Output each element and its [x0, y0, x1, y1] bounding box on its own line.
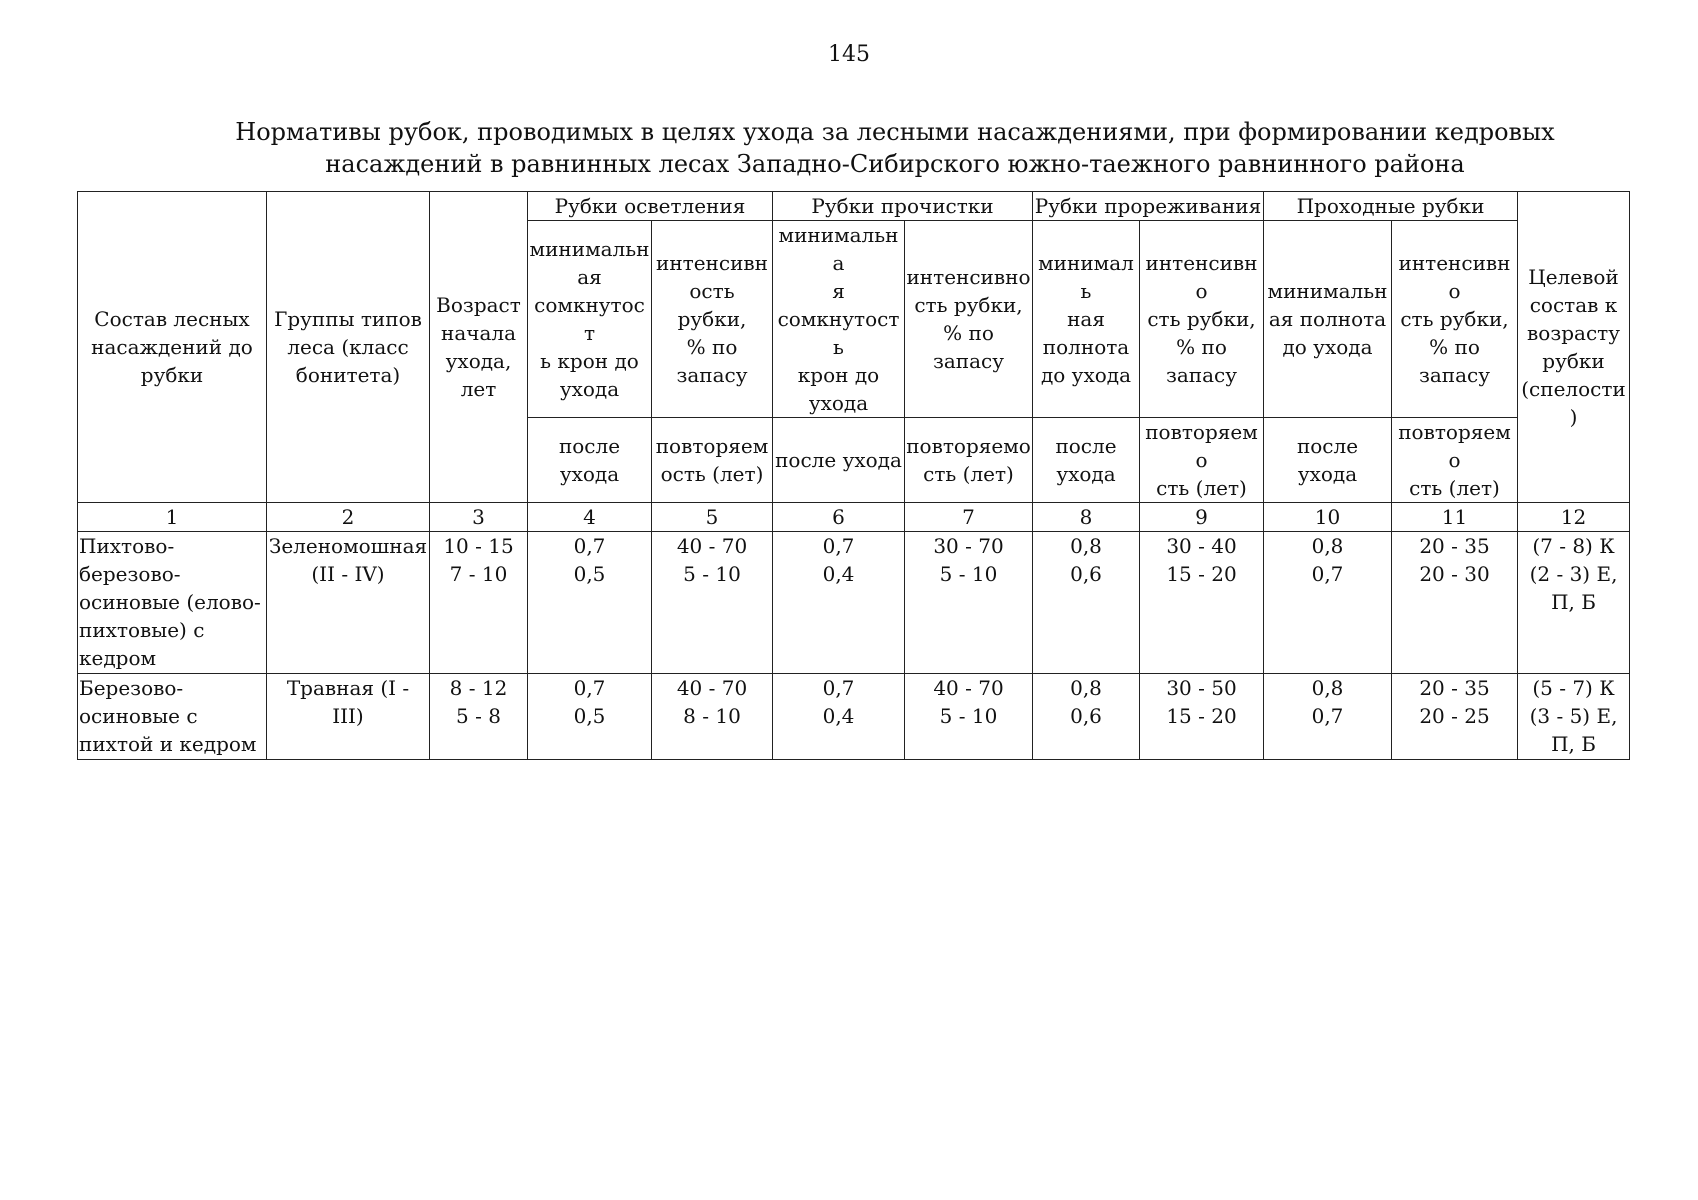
- header-thinning-min: минималь ная полнота до ухода: [1033, 221, 1140, 418]
- column-number: 11: [1392, 503, 1518, 532]
- header-cleaning-repeat: повторяемо сть (лет): [905, 418, 1033, 503]
- header-passing-intensity: интенсивно сть рубки, % по запасу: [1392, 221, 1518, 418]
- cell-cleaning-intensity: 30 - 70 5 - 10: [905, 532, 1033, 674]
- column-number: 12: [1518, 503, 1630, 532]
- cell-forest-type: Зеленомошная (II - IV): [267, 532, 430, 674]
- header-composition: Состав лесных насаждений до рубки: [78, 192, 267, 503]
- header-thinning-repeat: повторяемо сть (лет): [1140, 418, 1264, 503]
- column-number-row: [78, 503, 1630, 532]
- column-number: 1: [78, 503, 267, 532]
- column-number: 5: [652, 503, 773, 532]
- cell-thinning-intensity: 30 - 40 15 - 20: [1140, 532, 1264, 674]
- header-lightening-min: минимальн ая сомкнутост ь крон до ухода: [528, 221, 652, 418]
- header-group-cleaning: Рубки прочистки: [773, 192, 1033, 221]
- title-line-1: Нормативы рубок, проводимых в целях ухода за лесными насаждениями, при формировании кедровых: [235, 118, 1555, 146]
- norms-table: [77, 191, 1630, 760]
- cell-target: (7 - 8) К (2 - 3) Е, П, Б: [1518, 532, 1630, 674]
- cell-cleaning-min: 0,7 0,4: [773, 674, 905, 760]
- header-forest-type: Группы типов леса (класс бонитета): [267, 192, 430, 503]
- header-age: Возраст начала ухода, лет: [430, 192, 528, 503]
- header-group-thinning: Рубки прореживания: [1033, 192, 1264, 221]
- page-number: 145: [828, 42, 870, 67]
- cell-cleaning-intensity: 40 - 70 5 - 10: [905, 674, 1033, 760]
- column-number: 6: [773, 503, 905, 532]
- header-cleaning-min: минимальна я сомкнутость крон до ухода: [773, 221, 905, 418]
- header-thinning-after: после ухода: [1033, 418, 1140, 503]
- column-number: 2: [267, 503, 430, 532]
- header-lightening-after: после ухода: [528, 418, 652, 503]
- table-title: [180, 116, 1610, 180]
- cell-composition: Березово- осиновые с пихтой и кедром: [78, 674, 267, 760]
- table-row: [78, 532, 1630, 674]
- column-number: 3: [430, 503, 528, 532]
- column-number: 10: [1264, 503, 1392, 532]
- title-line-2: насаждений в равнинных лесах Западно-Сибирского южно-таежного равнинного района: [325, 150, 1465, 178]
- column-number: 8: [1033, 503, 1140, 532]
- cell-target: (5 - 7) К (3 - 5) Е, П, Б: [1518, 674, 1630, 760]
- cell-passing-intensity: 20 - 35 20 - 25: [1392, 674, 1518, 760]
- cell-passing-min: 0,8 0,7: [1264, 674, 1392, 760]
- cell-thinning-min: 0,8 0,6: [1033, 674, 1140, 760]
- column-number: 4: [528, 503, 652, 532]
- cell-lightening-min: 0,7 0,5: [528, 674, 652, 760]
- cell-composition: Пихтово- березово- осиновые (елово- пихтовые) с кедром: [78, 532, 267, 674]
- header-lightening-intensity: интенсивн ость рубки, % по запасу: [652, 221, 773, 418]
- cell-forest-type: Травная (I - III): [267, 674, 430, 760]
- header-passing-after: после ухода: [1264, 418, 1392, 503]
- header-lightening-repeat: повторяем ость (лет): [652, 418, 773, 503]
- cell-age: 10 - 15 7 - 10: [430, 532, 528, 674]
- header-thinning-intensity: интенсивно сть рубки, % по запасу: [1140, 221, 1264, 418]
- cell-thinning-intensity: 30 - 50 15 - 20: [1140, 674, 1264, 760]
- cell-lightening-intensity: 40 - 70 8 - 10: [652, 674, 773, 760]
- cell-passing-min: 0,8 0,7: [1264, 532, 1392, 674]
- header-row-groups: [78, 192, 1630, 221]
- cell-age: 8 - 12 5 - 8: [430, 674, 528, 760]
- cell-passing-intensity: 20 - 35 20 - 30: [1392, 532, 1518, 674]
- header-passing-repeat: повторяемо сть (лет): [1392, 418, 1518, 503]
- header-group-passing: Проходные рубки: [1264, 192, 1518, 221]
- column-number: 7: [905, 503, 1033, 532]
- table-row: [78, 674, 1630, 760]
- cell-cleaning-min: 0,7 0,4: [773, 532, 905, 674]
- header-cleaning-after: после ухода: [773, 418, 905, 503]
- column-number: 9: [1140, 503, 1264, 532]
- cell-thinning-min: 0,8 0,6: [1033, 532, 1140, 674]
- header-passing-min: минимальн ая полнота до ухода: [1264, 221, 1392, 418]
- cell-lightening-intensity: 40 - 70 5 - 10: [652, 532, 773, 674]
- header-cleaning-intensity: интенсивно сть рубки, % по запасу: [905, 221, 1033, 418]
- header-group-lightening: Рубки осветления: [528, 192, 773, 221]
- cell-lightening-min: 0,7 0,5: [528, 532, 652, 674]
- header-target: Целевой состав к возрасту рубки (спелости): [1518, 192, 1630, 503]
